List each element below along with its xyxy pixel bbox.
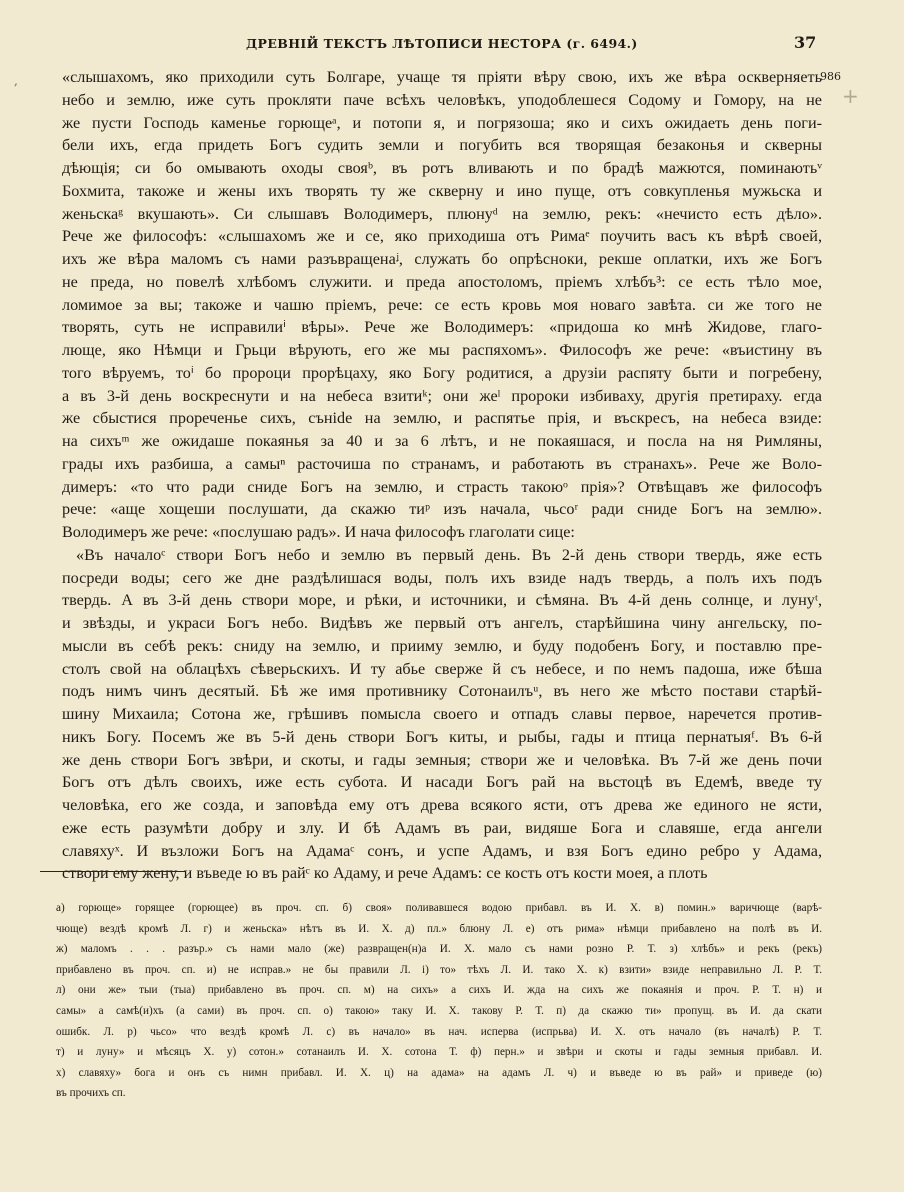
footnote-divider <box>40 871 186 872</box>
text-line: димеръ: «то что ради сниде Богъ на землю, и страсть такоюᵒ прія»? Отвѣщавъ же философъ <box>62 477 822 496</box>
text-line: ихъ же вѣра маломъ съ нами разъвращенаᶨ, служать бо опрѣсноки, рекше оплатки, ихъ же Богъ <box>62 250 822 268</box>
text-line: творять, суть не исправилиⁱ вѣры». Рече же Володимеръ: «придоша ко мнѣ Жидове, глаго- <box>62 318 822 337</box>
text-line: же сбыстися прореченье сихъ, сънide на землю, и распятье прія, и въскресъ, на небеса взиде: <box>62 409 822 428</box>
footnotes <box>56 898 822 1104</box>
text-line: и звѣзды, и украси Богъ небо. Видѣвъ же первый отъ ангелъ, старѣйшина чину ангельску, по- <box>62 614 822 632</box>
text-line: грады ихъ разбиша, а самыⁿ расточиша по странамъ, и работають въ странахъ». Рече же Воло- <box>62 454 822 473</box>
text-line: же день створи Богъ звѣри, и скоты, и гады земныя; створи же и человѣка. Въ 7-й же день почи <box>62 750 822 769</box>
running-title: ДРЕВНІЙ ТЕКСТЪ ЛѢТОПИСИ НЕСТОРА (г. 6494.) <box>246 36 638 51</box>
margin-year-number: 986 <box>820 70 841 83</box>
text-line: никъ Богу. Посемъ же въ 5-й день створи Богъ киты, и рыбы, гады и птица пернатыяᶠ. Въ 6-й <box>62 727 822 746</box>
footnote-line: самы» а самѣ(и)хъ (а сами) въ проч. сп. о) такою» таку И. Х. такову Р. Т. п) да скажю ти» пропущ. въ И. да скати <box>56 1004 822 1017</box>
text-line: же пусти Господь каменье горющеᵃ, и потопи я, и погрязоша; яко и сихъ ожидаеть день поги- <box>62 113 822 132</box>
footnote-line: прибавлено въ проч. сп. и) не исправ.» не бы правили Л. і) то» тѣхъ Л. И. тако Х. к) взити» взиде неправильно Л. Р. Т. <box>56 963 822 976</box>
text-line: шину Михаила; Сотона же, грѣшивъ помысла своего и отпадъ славы первое, наречется против- <box>62 705 822 723</box>
text-line: женьскаᵍ вкушають». Си слышавъ Володимеръ, плюнуᵈ на землю, рекъ: «нечисто есть дѣло». <box>62 204 822 223</box>
text-line: человѣка, его же созда, и заповѣда ему отъ древа всякого ясти, отъ древа же единого не ясти, <box>62 796 822 814</box>
text-line: твердь. А въ 3-й день створи море, и рѣки, и источники, и сѣмяна. Въ 4-й день солнце, и лунуᵗ, <box>62 591 822 610</box>
text-line: люще, яко Нѣмци и Грьци вѣрують, его же мы распяхомъ». Философъ же рече: «въистину въ <box>62 341 822 359</box>
footnote-line: ж) маломъ . . . разър.» съ нами мало (же) развращен(н)а И. Х. мало съ нами розно Р. Т. з) хлѣбъ» и рекъ (рекъ) <box>56 943 822 956</box>
text-line: на сихъᵐ же ожидаше покаянья за 40 и за 6 лѣтъ, и не покаяшася, и посла на ня Римляны, <box>62 432 822 450</box>
footnote-line: а) горюще» горящее (горющее) въ проч. сп. б) своя» поливавшеся водою прибавл. въ И. Х. в) помин.» варичюще (варѣ- <box>56 902 822 914</box>
text-line: «слышахомъ, яко приходили суть Болгаре, учаще тя пріяти вѣру свою, ихъ же вѣра оскверняеть <box>62 68 822 86</box>
page-number: 37 <box>794 33 817 52</box>
text-line: подъ нимъ чинъ десятый. Бѣ же имя противнику Сотонаилъᵘ, въ него же мѣсто постави старѣй- <box>62 682 822 701</box>
text-line: не преда, но повелѣ хлѣбомъ служити. и преда апостоломъ, пріемъ хлѣбъ³: се есть тѣло мое, <box>62 272 822 291</box>
text-line: Богъ отъ дѣлъ своихъ, иже есть субота. И насади Богъ рай на вьстоцѣ въ Едемѣ, введе ту <box>62 773 822 792</box>
text-line: створи ему жену, и въведе ю въ райᶜ ко Адаму, и рече Адамъ: се кость отъ кости моея, а плоть <box>62 864 708 883</box>
text-line: дѣющія; си бо омывають оходы свояᵇ, въ ротъ вливають и по брадѣ мажются, поминаютьᵛ <box>62 159 822 177</box>
text-line: небо и землю, иже суть прокляти паче всѣхъ человѣкъ, уподоблешеся Содому и Гомору, на не <box>62 90 822 109</box>
text-line: столъ свой на облацѣхъ сѣверьскихъ. И ту абье сверже й съ небесе, и по немъ падоша, иже бѣша <box>62 659 822 678</box>
text-line: посреди воды; сего же дне раздѣлишася воды, полъ ихъ взиде надъ твердь, а полъ ихъ подъ <box>62 568 822 587</box>
margin-mark: , <box>14 74 18 88</box>
text-line: Рече же философъ: «слышахомъ же и се, яко приходиша отъ Римаᵉ поучить васъ къ вѣрѣ своей, <box>62 227 822 246</box>
main-text <box>62 66 822 885</box>
footnote-line: т) и луну» и мѣсяцъ Х. у) сотон.» сотанаилъ И. Х. сотона Т. ф) перн.» и звѣри и скоты и гады земныя прибавл. И. <box>56 1046 822 1059</box>
text-line: мысли въ себѣ рекъ: сниду на землю, и прииму землю, и буду подобенъ Богу, и поставлю пре- <box>62 636 822 655</box>
text-line: еже есть разумѣти добру и злу. И бѣ Адамъ въ раи, видяше Бога и славяше, егда ангели <box>62 818 822 837</box>
margin-cross-mark: + <box>842 84 859 108</box>
text-line: рече: «аще хощеши послушати, да скажю тиᵖ изъ начала, чьсоʳ ради сниде Богъ на землю». <box>62 500 822 519</box>
text-line: а въ 3-й день воскреснути и на небеса взитиᵏ; они жеˡ пророки избиваху, другія претираху. егда <box>62 386 822 405</box>
text-line: Володимеръ же рече: «послушаю радъ». И нача философъ глаголати сице: <box>62 523 575 541</box>
text-line: «Въ началоᶜ створи Богъ небо и землю въ первый день. Въ 2-й день створи твердь, яже есть <box>76 545 822 564</box>
text-line: бели ихъ, егда придеть Богъ судить земли и погубить вся творящая безаконья и скверны <box>62 136 822 155</box>
text-line: ломимое за вы; такоже и чашю пріемъ, рече: се есть кровь моя новаго завѣта. си же того не <box>62 295 822 314</box>
footnote-line: л) они же» тыи (тыа) прибавлено въ проч. сп. м) на сихъ» а сихъ И. жда на сихъ же покаянія и проч. Р. Т. н) и <box>56 984 822 997</box>
footnote-line: чюще) вездѣ кромѣ Л. г) и женьска» нѣтъ въ И. Х. д) пл.» блюну Л. е) отъ рима» нѣмци прибавлено на полѣ въ И. <box>56 922 822 935</box>
text-line: того вѣруемъ, тоⁱ бо пророци прорѣцаху, яко Богу родитися, а друзіи распяту быти и погребену, <box>62 363 822 382</box>
footnote-line: ошибк. Л. р) чьсо» что вездѣ кромѣ Л. с) въ начало» въ нач. исперва (испрьва) И. Х. отъ начало (въ началѣ) Р. Т. <box>56 1025 822 1038</box>
text-line: Бохмита, такоже и жены ихъ творять ту же скверну и ино пуще, отъ совкупленья мужьска и <box>62 181 822 200</box>
footnote-line: х) славяху» бога и онъ съ нимн прибавл. И. Х. ц) на адама» на адамъ Л. ч) и въведе ю въ рай» и приведе (ю) <box>56 1066 822 1079</box>
footnote-line: въ прочихъ сп. <box>56 1087 126 1100</box>
text-line: славяхуˣ. И възложи Богъ на Адамаᶜ сонъ, и успе Адамъ, и взя Богъ едино ребро у Адама, <box>62 841 822 860</box>
